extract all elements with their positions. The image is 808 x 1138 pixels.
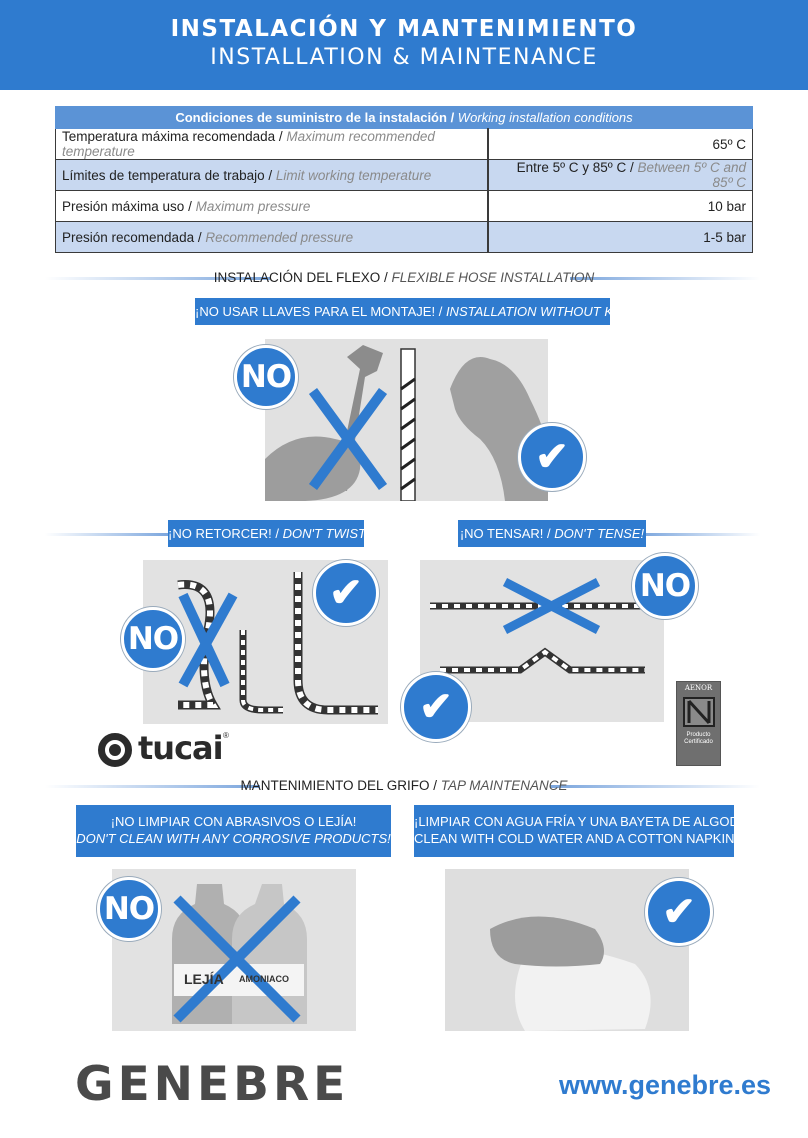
- no-badge: NO: [632, 553, 698, 619]
- check-icon: ✔: [518, 423, 586, 491]
- tap-section-title: MANTENIMIENTO DEL GRIFO / TAP MAINTENANCE: [40, 777, 768, 795]
- conditions-heading: Condiciones de suministro de la instalación / Working installation conditions: [56, 107, 753, 129]
- no-keys-banner: ¡NO USAR LLAVES PARA EL MONTAJE! / INSTALLATION WITHOUT KEYS!: [195, 298, 610, 325]
- check-icon: ✔: [401, 672, 471, 742]
- page-header: [0, 0, 808, 90]
- title-en: INSTALLATION & MAINTENANCE: [210, 45, 598, 70]
- check-icon: ✔: [313, 560, 379, 626]
- hose-section-title: INSTALACIÓN DEL FLEXO / FLEXIBLE HOSE INSTALLATION: [40, 269, 768, 287]
- check-icon: ✔: [645, 878, 713, 946]
- no-badge: NO: [234, 345, 298, 409]
- no-clean-photo: LEJÍA AMONIACO: [112, 869, 356, 1031]
- twist-tense-divider: [40, 525, 768, 543]
- no-badge: NO: [97, 877, 161, 941]
- conditions-table: [55, 106, 753, 253]
- table-row: Temperatura máxima recomendada / Maximum recommended temperature 65º C: [56, 129, 753, 160]
- no-twist-banner: ¡NO RETORCER! / DON'T TWIST!: [168, 520, 364, 547]
- no-clean-banner: ¡NO LIMPIAR CON ABRASIVOS O LEJÍA! DON'T CLEAN WITH ANY CORROSIVE PRODUCTS!: [76, 805, 391, 857]
- no-badge: NO: [121, 607, 185, 671]
- title-es: INSTALACIÓN Y MANTENIMIENTO: [170, 16, 638, 42]
- genebre-logo: GENEBRE: [75, 1057, 350, 1112]
- no-keys-photo: [265, 339, 548, 501]
- table-row: Presión máxima uso / Maximum pressure 10 bar: [56, 191, 753, 222]
- table-row: Límites de temperatura de trabajo / Limit working temperature Entre 5º C y 85º C / Between 5º C and 85º C: [56, 160, 753, 191]
- no-tense-banner: ¡NO TENSAR! / DON'T TENSE!: [458, 520, 646, 547]
- website-link[interactable]: www.genebre.es: [559, 1070, 772, 1100]
- clean-banner: ¡LIMPIAR CON AGUA FRÍA Y UNA BAYETA DE ALGODÓN! CLEAN WITH COLD WATER AND A COTTON NAPKIN!: [414, 805, 734, 857]
- table-row: Presión recomendada / Recommended pressure 1-5 bar: [56, 222, 753, 253]
- aenor-certification-mark: AENOR Producto Certificado: [676, 681, 721, 766]
